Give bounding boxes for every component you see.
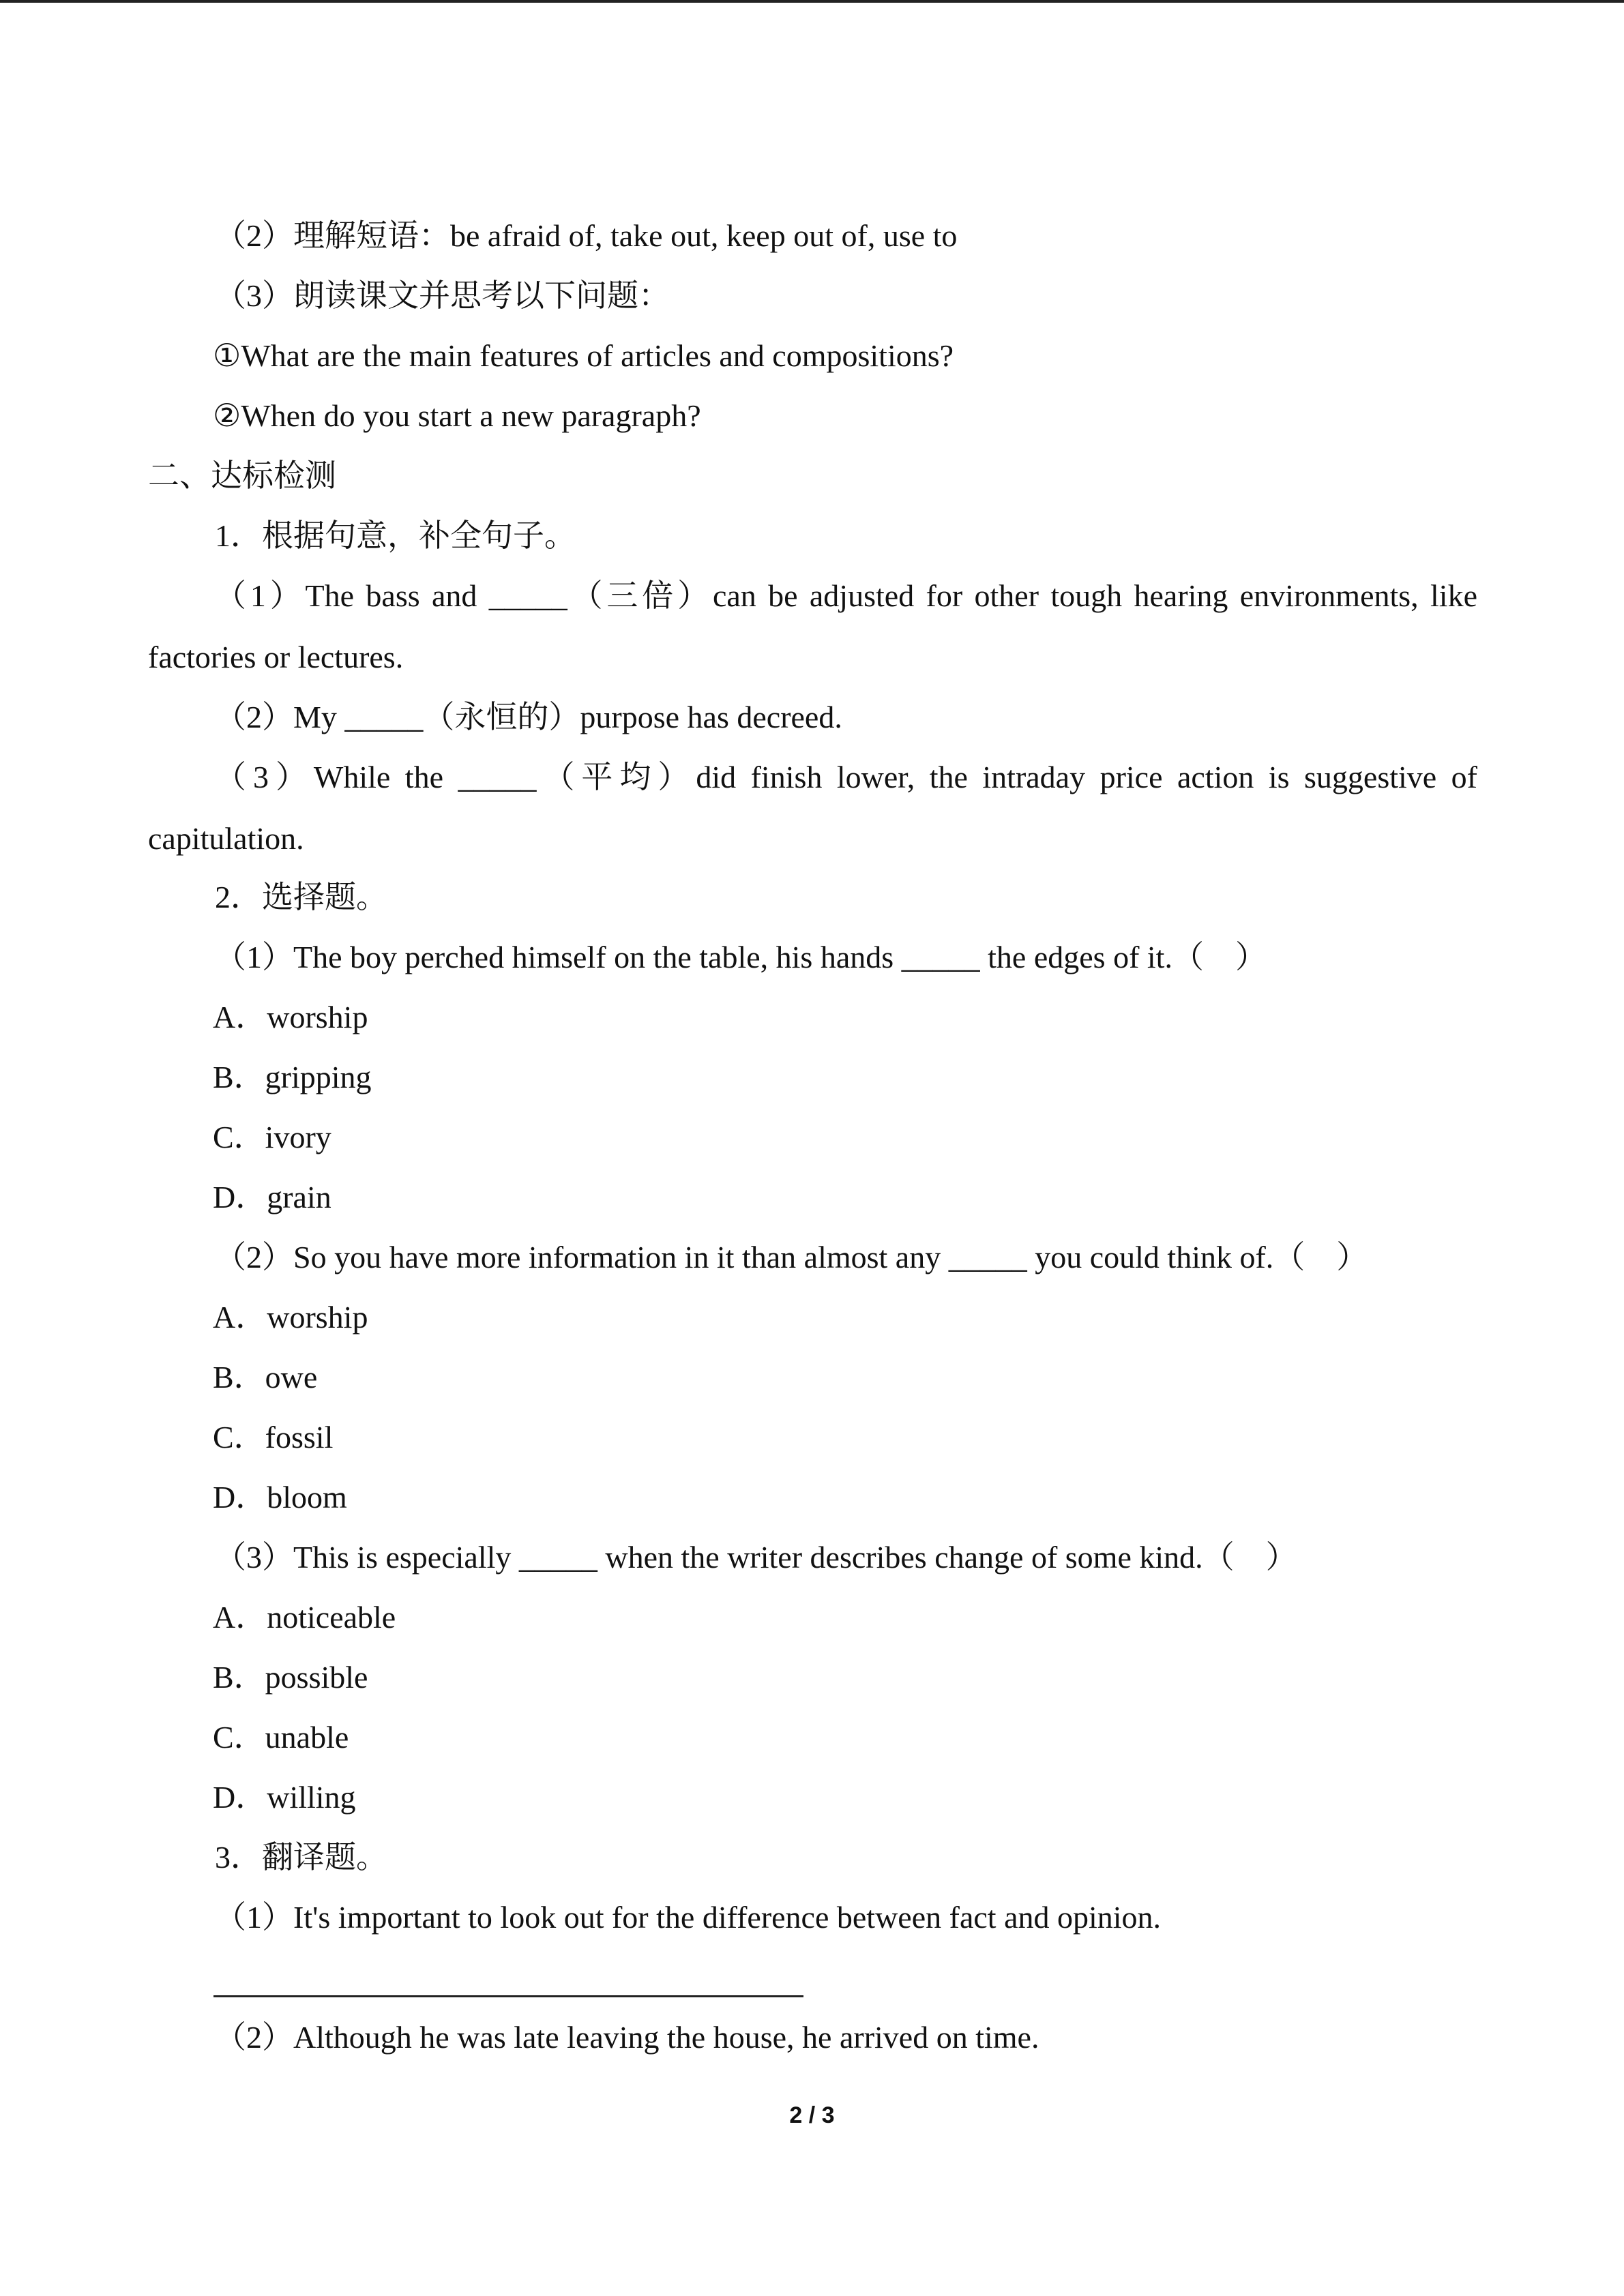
option-b: B．gripping	[213, 1060, 372, 1094]
part1-sentence-3a: （3）While the _____（平均）did finish lower, the intraday price action is suggestive of	[215, 760, 1477, 794]
option-b: B．owe	[213, 1360, 318, 1395]
option-d: D．willing	[213, 1780, 356, 1815]
answer-line	[213, 1995, 803, 1997]
translation-2: （2）Although he was late leaving the house, he arrived on time.	[215, 2020, 1039, 2055]
question-stem: （2）So you have more information in it than almost any _____ you could think of.（ ）	[215, 1240, 1368, 1274]
part2-title: 2．选择题。	[215, 880, 387, 914]
option-a: A．noticeable	[213, 1600, 396, 1635]
part1-title: 1．根据句意，补全句子。	[215, 518, 576, 553]
option-d: D．bloom	[213, 1480, 347, 1515]
part1-sentence-2: （2）My _____（永恒的）purpose has decreed.	[215, 700, 842, 734]
part1-sentence-1a: （1）The bass and _____（三倍）can be adjusted for other tough hearing environments, like	[215, 578, 1477, 613]
page-number: 2 / 3	[789, 2102, 835, 2128]
option-c: C．ivory	[213, 1120, 331, 1154]
option-a: A．worship	[213, 1300, 368, 1335]
option-a: A．worship	[213, 1000, 368, 1034]
question-stem: （3）This is especially _____ when the writer describes change of some kind.（ ）	[215, 1540, 1297, 1575]
option-c: C．unable	[213, 1720, 349, 1755]
part1-sentence-3b: capitulation.	[148, 821, 304, 856]
translation-1: （1）It's important to look out for the difference between fact and opinion.	[215, 1900, 1162, 1935]
option-b: B．possible	[213, 1660, 368, 1695]
option-c: C．fossil	[213, 1420, 334, 1455]
prep-item-3: （3）朗读课文并思考以下问题：	[215, 278, 670, 313]
section-heading: 二、达标检测	[148, 458, 336, 493]
question-stem: （1）The boy perched himself on the table, his hands _____ the edges of it.（ ）	[215, 940, 1267, 974]
prep-question-1: ①What are the main features of articles and compositions?	[213, 338, 954, 373]
part3-title: 3．翻译题。	[215, 1840, 387, 1875]
option-d: D．grain	[213, 1180, 331, 1214]
part1-sentence-1b: factories or lectures.	[148, 640, 404, 674]
prep-item-2: （2）理解短语：be afraid of, take out, keep out of, use to	[215, 218, 958, 253]
prep-question-2: ②When do you start a new paragraph?	[213, 398, 701, 433]
